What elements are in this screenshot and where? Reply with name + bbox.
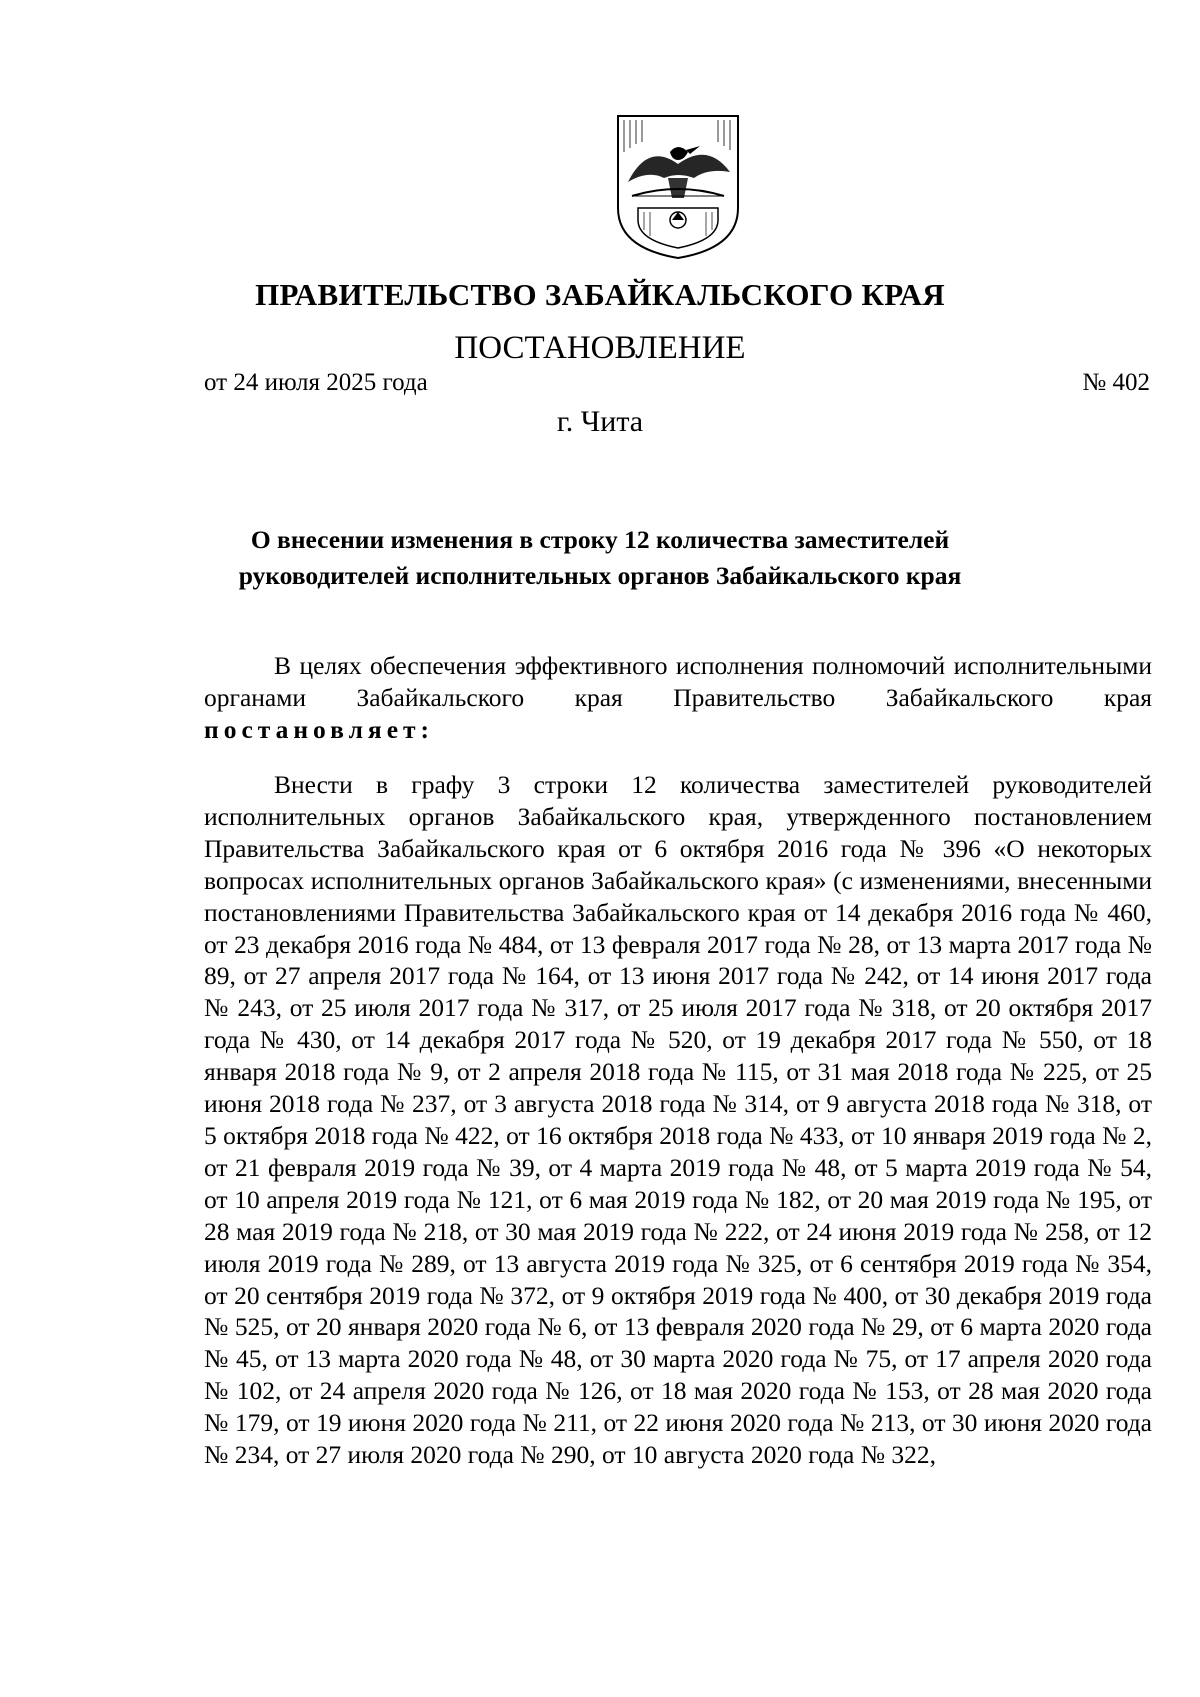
subject-line-1: О внесении изменения в строку 12 количества заместителей (250, 525, 950, 554)
resolves-word: постановляет: (204, 714, 435, 744)
city: г. Чита (556, 405, 644, 438)
document-date: от 24 июля 2025 года (204, 369, 428, 396)
document-number: № 402 (1082, 369, 1150, 396)
coat-of-arms-emblem (608, 112, 748, 262)
eagle-emblem-icon (608, 112, 748, 262)
document-type: ПОСТАНОВЛЕНИЕ (454, 330, 746, 366)
body-paragraph: Внести в графу 3 строки 12 количества заместителей руководителей исполнительных органов Забайкальского края, утвержденного постановлением Правительства Забайкальского края от 6 октября 2016 года № 396 «О некоторых вопросах исполнительных органов Забайкальского края» (с изменениями, внесенными постановлениями Правительства Забайкальского края от 14 декабря 2016 года № 460, от 23 декабря 2016 года № 484, от 13 февраля 2017 года № 28, от 13 марта 2017 года № 89, от 27 апреля 2017 года № 164, от 13 июня 2017 года № 242, от 14 июня 2017 года № 243, от 25 июля 2017 года № 317, от 25 июля 2017 года № 318, от 20 октября 2017 года № 430, от 14 декабря 2017 года № 520, от 19 декабря 2017 года № 550, от 18 января 2018 года № 9, от 2 апреля 2018 года № 115, от 31 мая 2018 года № 225, от 25 июня 2018 года № 237, от 3 августа 2018 года № 314, от 9 августа 2018 года № 318, от 5 октября 2018 года № 422, от 16 октября 2018 года № 433, от 10 января 2019 года № 2, от 21 февраля 2019 года № 39, от 4 марта 2019 года № 48, от 5 марта 2019 года № 54, от 10 апреля 2019 года № 121, от 6 мая 2019 года № 182, от 20 мая 2019 года № 195, от 28 мая 2019 года № 218, от 30 мая 2019 года № 222, от 24 июня 2019 года № 258, от 12 июля 2019 года № 289, от 13 августа 2019 года № 325, от 6 сентября 2019 года № 354, от 20 сентября 2019 года № 372, от 9 октября 2019 года № 400, от 30 декабря 2019 года № 525, от 20 января 2020 года № 6, от 13 февраля 2020 года № 29, от 6 марта 2020 года № 45, от 13 марта 2020 года № 48, от 30 марта 2020 года № 75, от 17 апреля 2020 года № 102, от 24 апреля 2020 года № 126, от 18 мая 2020 года № 153, от 28 мая 2020 года № 179, от 19 июня 2020 года № 211, от 22 июня 2020 года № 213, от 30 июня 2020 года № 234, от 27 июля 2020 года № 290, от 10 августа 2020 года № 322, (204, 770, 1152, 1470)
date-number-line (204, 369, 1150, 397)
preamble-text: В целях обеспечения эффективного исполнения полномочий исполнительными органами Забайкальского края Правительство Забайкальского края (204, 651, 1152, 712)
organization-title: ПРАВИТЕЛЬСТВО ЗАБАЙКАЛЬСКОГО КРАЯ (255, 277, 945, 312)
preamble-paragraph (204, 650, 1152, 746)
document-subject (0, 522, 1200, 594)
subject-line-2: руководителей исполнительных органов Забайкальского края (238, 561, 962, 590)
